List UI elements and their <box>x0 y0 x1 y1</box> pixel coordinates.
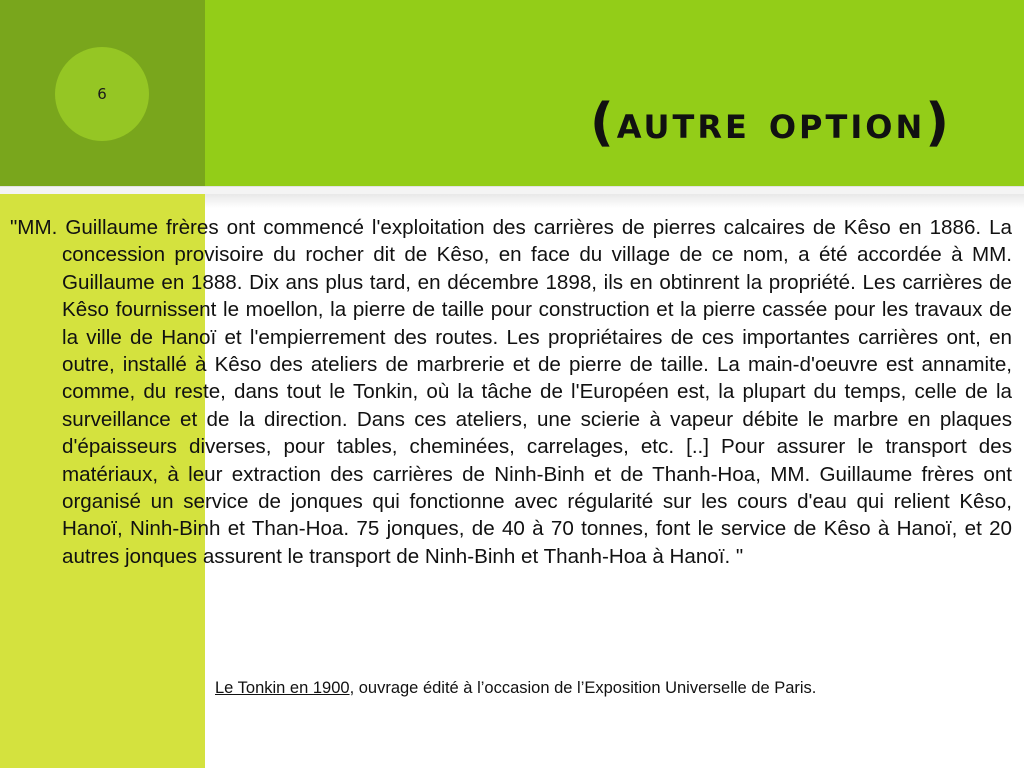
citation-link[interactable]: Le Tonkin en 1900 <box>215 679 350 697</box>
slide-number-badge <box>55 47 149 141</box>
slide-number: 6 <box>97 85 107 103</box>
citation <box>215 679 816 698</box>
title-open-paren: ( <box>589 92 617 153</box>
slide-title <box>589 92 952 153</box>
header-divider <box>0 186 1024 194</box>
title-close-paren: ) <box>925 92 952 153</box>
quote-paragraph: "MM. Guillaume frères ont commencé l'exploitation des carrières de pierres calcaires de Kêso en 1886. La concession provisoire du rocher dit de Kêso, en face du village de ce nom, a été accordée à MM. Guillaume en 1888. Dix ans plus tard, en décembre 1898, ils en obtinrent la propriété. Les carrières de Kêso fournissent le moellon, la pierre de taille pour construction et la pierre cassée pour les travaux de la ville de Hanoï et l'empierrement des routes. Les propriétaires de ces importantes carrières ont, en outre, installé à Kêso des ateliers de marbrerie et de pierre de taille. La main-d'oeuvre est annamite, comme, du reste, dans tout le Tonkin, où la tâche de l'Européen est, la plupart du temps, celle de la surveillance et de la direction. Dans ces ateliers, une scierie à vapeur débite le marbre en plaques d'épaisseurs diverses, pour tables, cheminées, carrelages, etc. [..] Pour assurer le transport des matériaux, à leur extraction des carrières de Ninh-Binh et de Thanh-Hoa, MM. Guillaume frères ont organisé un service de jonques qui fonctionne avec régularité sur les cours d'eau qui relient Kêso, Hanoï, Ninh-Binh et Than-Hoa. 75 jonques, de 40 à 70 tonnes, font le service de Kêso à Hanoï, et 20 autres jonques assurent le transport de Ninh-Binh et Thanh-Hoa à Hanoï. " <box>10 216 1012 568</box>
citation-text: , ouvrage édité à l’occasion de l’Exposition Universelle de Paris. <box>349 679 817 697</box>
title-text: autre option <box>616 94 926 149</box>
content-shadow <box>205 194 1024 208</box>
